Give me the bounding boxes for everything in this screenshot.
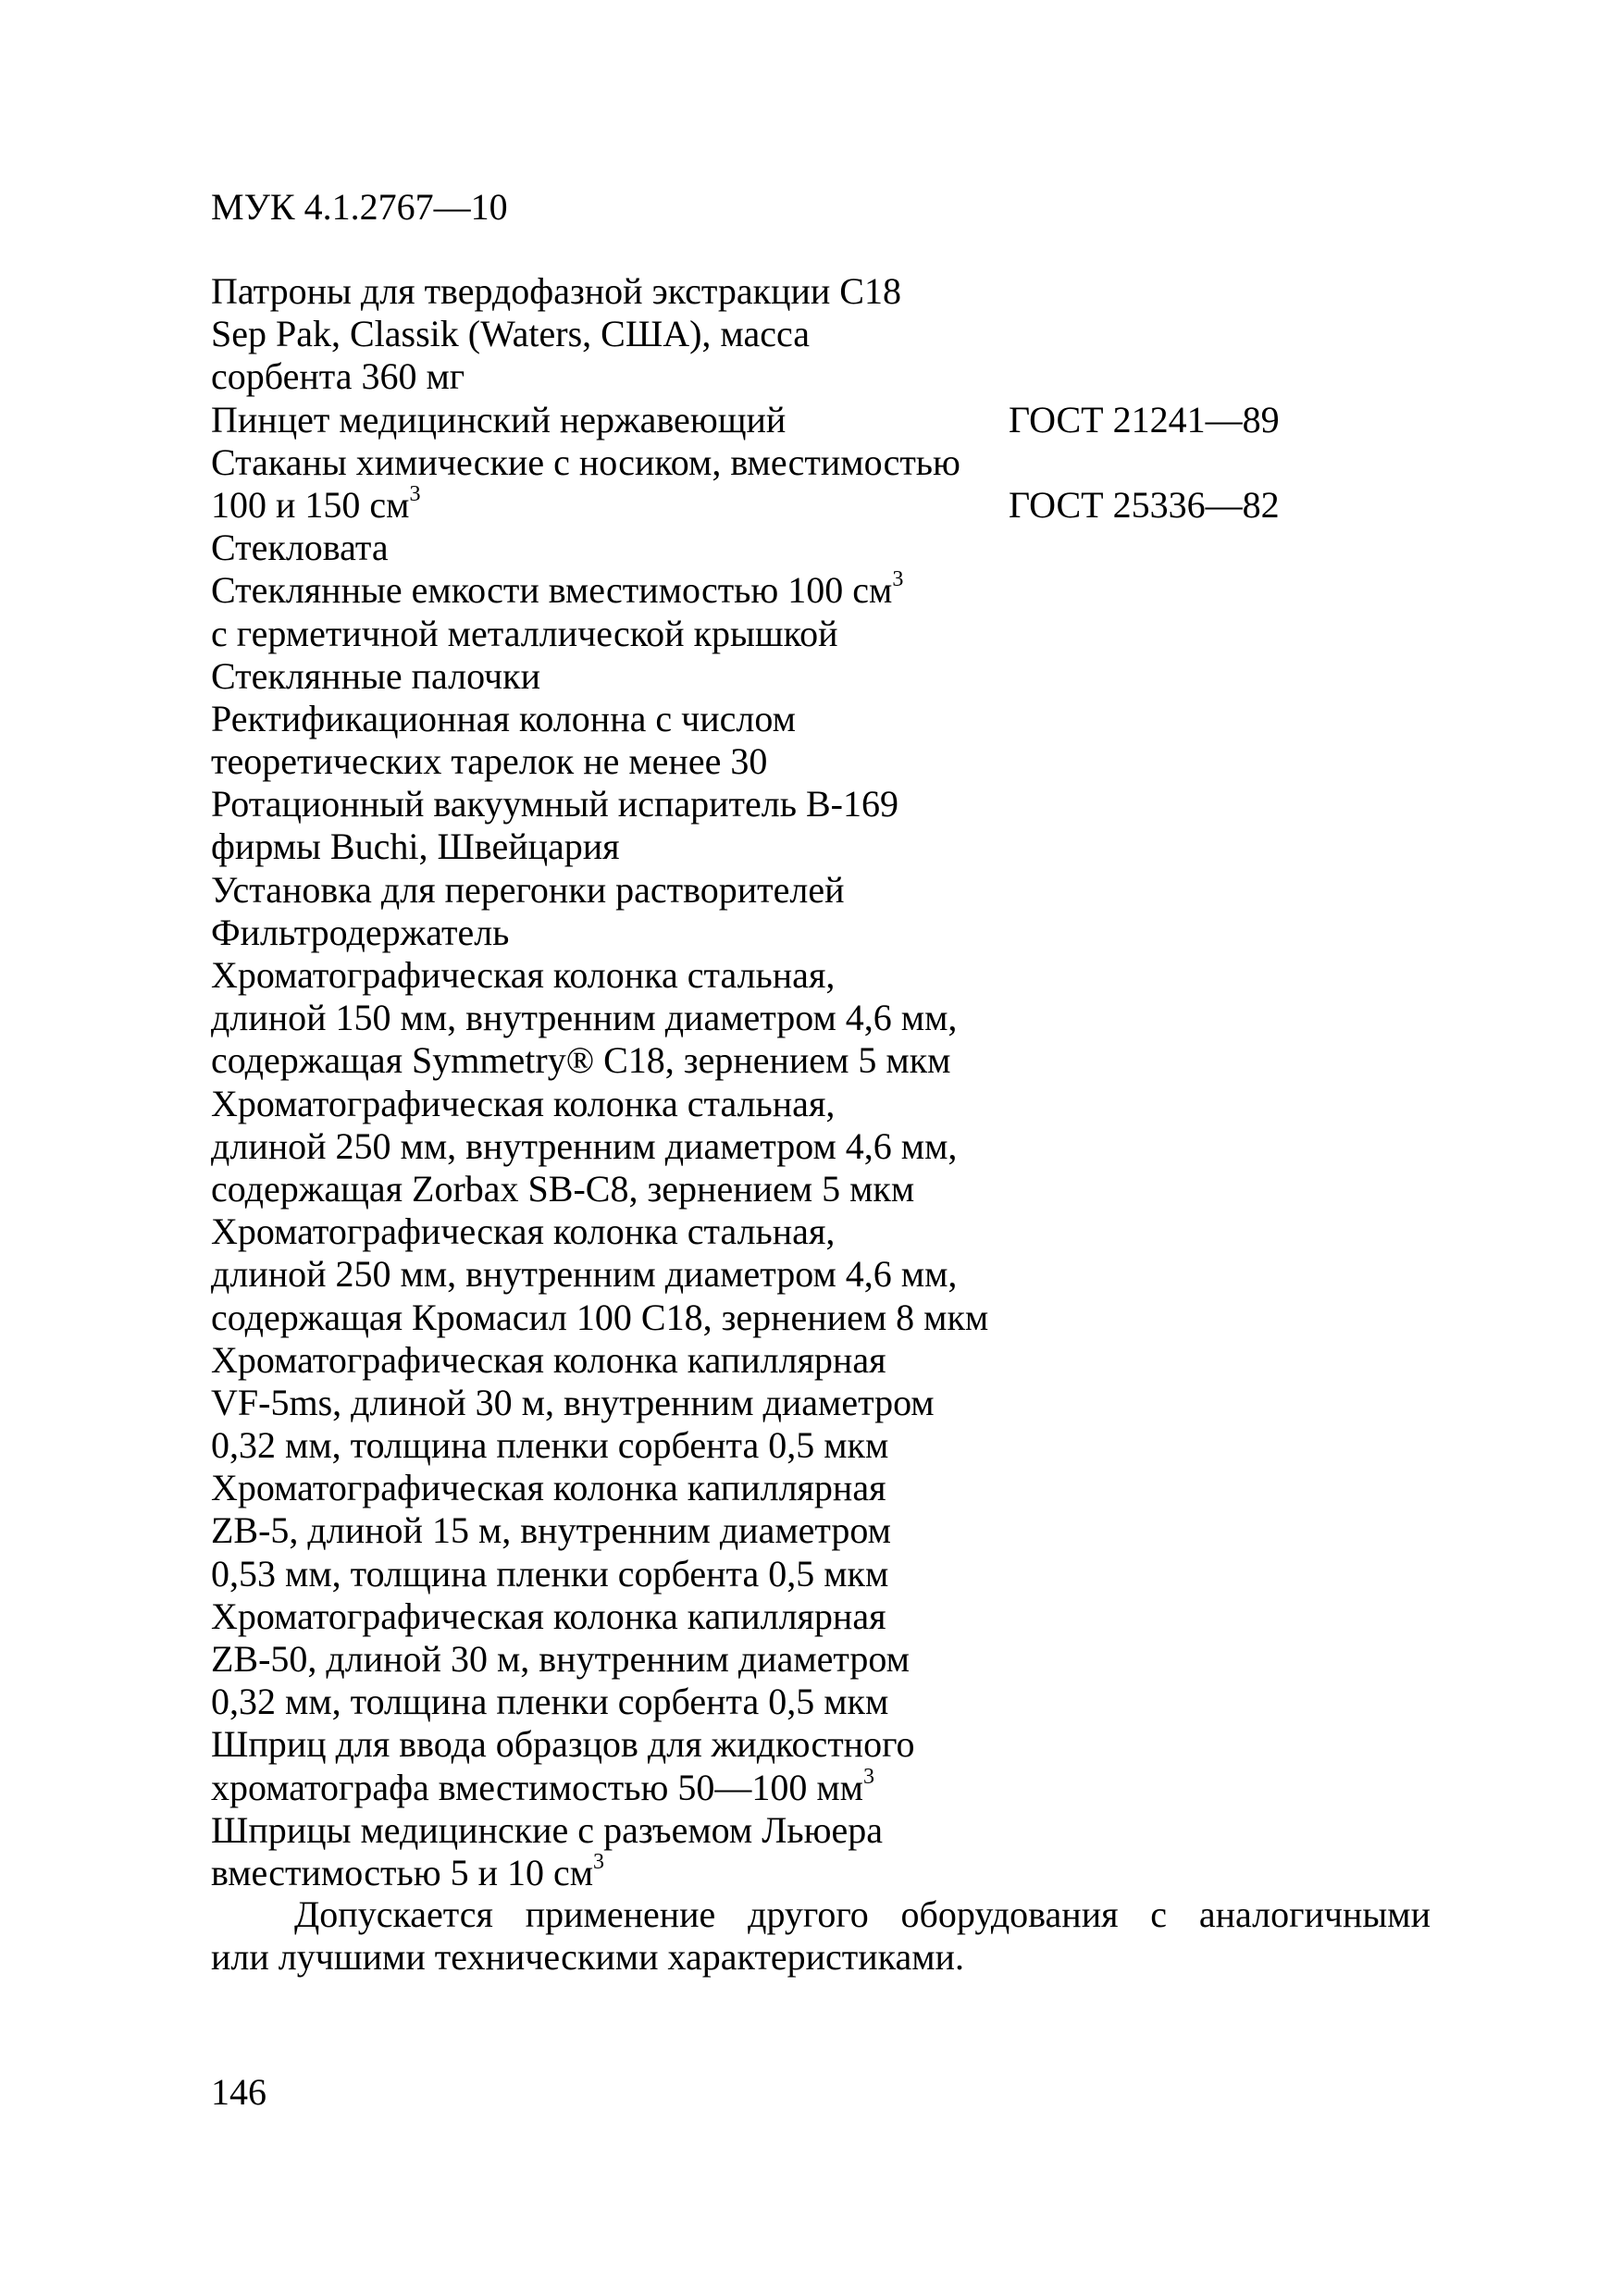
- equipment-line-text: [211, 527, 389, 569]
- equipment-line: [211, 1424, 1432, 1467]
- equipment-line: [211, 1210, 1432, 1253]
- equipment-description: Хроматографическая колонка стальная,: [211, 1082, 836, 1124]
- equipment-line-text: [211, 1039, 950, 1082]
- equipment-description: длиной 250 мм, внутренним диаметром 4,6 мм,: [211, 1124, 958, 1167]
- equipment-description: содержащая Кромасил 100 С18, зернением 8 мкм: [211, 1296, 989, 1338]
- equipment-line: [211, 1681, 1432, 1723]
- equipment-description: 0,32 мм, толщина пленки сорбента 0,5 мкм: [211, 1681, 889, 1723]
- equipment-line-text: [211, 1553, 888, 1595]
- equipment-line-text: [211, 1083, 835, 1125]
- equipment-line: [211, 1467, 1432, 1509]
- equipment-description: длиной 150 мм, внутренним диаметром 4,6 мм,: [211, 997, 958, 1039]
- equipment-description: содержащая Symmetry® С18, зернением 5 мкм: [211, 1039, 951, 1082]
- equipment-line: [211, 613, 1432, 655]
- equipment-description: VF-5ms, длиной 30 м, внутренним диаметром: [211, 1381, 935, 1423]
- equipment-description: Фильтродержатель: [211, 911, 510, 953]
- equipment-line: [211, 1339, 1432, 1382]
- equipment-line-text: [211, 869, 845, 912]
- equipment-line-text: [211, 1681, 888, 1723]
- equipment-description: Стеклянные емкости вместимостью 100 см: [211, 569, 893, 612]
- equipment-line: [211, 1509, 1432, 1552]
- equipment-description: Sep Pak, Classik (Waters, США), масса: [211, 313, 810, 355]
- equipment-line: [211, 740, 1432, 783]
- equipment-line-text: [211, 569, 903, 612]
- equipment-line-text: [211, 912, 509, 954]
- equipment-line-text: [211, 481, 421, 527]
- equipment-line: [211, 481, 1432, 527]
- equipment-description: Хроматографическая колонка капиллярная: [211, 1595, 886, 1637]
- equipment-description: с герметичной металлической крышкой: [211, 612, 838, 654]
- equipment-description: Установка для перегонки растворителей: [211, 868, 845, 911]
- equipment-line: [211, 1125, 1432, 1168]
- equipment-line-text: [211, 954, 835, 997]
- unit-superscript: 3: [892, 567, 904, 592]
- standard-reference: ГОСТ 21241—89: [1009, 398, 1280, 441]
- equipment-line: [211, 1168, 1432, 1210]
- equipment-description: теоретических тарелок не менее 30: [211, 740, 768, 783]
- equipment-line-text: [211, 270, 901, 313]
- equipment-line-text: [211, 1339, 886, 1382]
- equipment-description: ZB-50, длиной 30 м, внутренним диаметром: [211, 1638, 910, 1680]
- equipment-line: [211, 1382, 1432, 1424]
- equipment-description: фирмы Buchi, Швейцария: [211, 825, 620, 868]
- equipment-line-text: [211, 655, 540, 698]
- equipment-line-text: [211, 399, 786, 441]
- equipment-line-text: [211, 1723, 915, 1766]
- equipment-line: [211, 912, 1432, 954]
- equipment-description: Шприцы медицинские с разъемом Льюера: [211, 1808, 883, 1851]
- equipment-line: [211, 1039, 1432, 1082]
- equipment-line: [211, 1809, 1432, 1852]
- equipment-line-text: [211, 1509, 891, 1552]
- equipment-description: сорбента 360 мг: [211, 355, 465, 398]
- note-paragraph-line-1: Допускается применение другого оборудования с аналогичными: [294, 1893, 1431, 1935]
- equipment-line: [211, 313, 1432, 355]
- equipment-description: длиной 250 мм, внутренним диаметром 4,6 мм,: [211, 1253, 958, 1296]
- equipment-line: [211, 1764, 1432, 1809]
- page-number: 146: [211, 2071, 266, 2113]
- equipment-line: [211, 527, 1432, 569]
- unit-superscript: 3: [593, 1849, 605, 1874]
- equipment-line-text: [211, 1809, 883, 1852]
- equipment-line-text: [211, 1210, 835, 1253]
- equipment-line: [211, 1253, 1432, 1296]
- standard-reference: ГОСТ 25336—82: [1009, 483, 1280, 526]
- equipment-line-text: [211, 1638, 910, 1681]
- equipment-line-text: [211, 313, 810, 355]
- equipment-description: содержащая Zorbax SB-C8, зернением 5 мкм: [211, 1167, 915, 1210]
- equipment-line: [211, 698, 1432, 740]
- running-header: МУК 4.1.2767—10: [211, 186, 508, 228]
- equipment-line: [211, 1723, 1432, 1766]
- equipment-description: Хроматографическая колонка стальная,: [211, 1210, 836, 1253]
- equipment-description: Ректификационная колонна с числом: [211, 697, 796, 739]
- unit-superscript: 3: [862, 1764, 874, 1789]
- equipment-line: [211, 954, 1432, 997]
- equipment-line-text: [211, 1595, 886, 1638]
- equipment-description: ZB-5, длиной 15 м, внутренним диаметром: [211, 1509, 891, 1552]
- equipment-line: [211, 825, 1432, 868]
- equipment-description: 100 и 150 см: [211, 483, 410, 526]
- equipment-line-text: [211, 1168, 914, 1210]
- equipment-line-text: [211, 783, 898, 825]
- note-paragraph-line-2: или лучшими техническими характеристиками.: [211, 1936, 964, 1978]
- equipment-line-text: [211, 355, 465, 398]
- equipment-line-text: [211, 441, 960, 484]
- equipment-line: [211, 270, 1432, 313]
- equipment-description: хроматографа вместимостью 50—100 мм: [211, 1766, 863, 1808]
- equipment-line: [211, 997, 1432, 1039]
- equipment-line-text: [211, 698, 796, 740]
- equipment-line: [211, 569, 1432, 612]
- equipment-line: [211, 399, 1432, 441]
- equipment-description: Ротационный вакуумный испаритель В-169: [211, 783, 898, 825]
- unit-superscript: 3: [409, 481, 421, 506]
- equipment-line: [211, 1297, 1432, 1339]
- equipment-line-text: [211, 1253, 957, 1296]
- equipment-line: [211, 783, 1432, 825]
- equipment-description: Стеклянные палочки: [211, 654, 541, 697]
- equipment-description: Шприц для ввода образцов для жидкостного: [211, 1723, 915, 1766]
- equipment-line-text: [211, 1764, 874, 1809]
- equipment-description: Хроматографическая колонка капиллярная: [211, 1467, 886, 1509]
- equipment-description: Стаканы химические с носиком, вместимостью: [211, 441, 960, 483]
- equipment-line: [211, 441, 1432, 484]
- equipment-line-text: [211, 613, 837, 655]
- equipment-line: [211, 355, 1432, 398]
- equipment-list: [211, 270, 1432, 1894]
- equipment-line: [211, 655, 1432, 698]
- equipment-line-text: [211, 1424, 888, 1467]
- equipment-description: Стекловата: [211, 527, 389, 569]
- equipment-line-text: [211, 1125, 957, 1168]
- equipment-description: Пинцет медицинский нержавеющий: [211, 398, 787, 441]
- equipment-description: 0,32 мм, толщина пленки сорбента 0,5 мкм: [211, 1424, 889, 1467]
- equipment-line: [211, 1595, 1432, 1638]
- equipment-line-text: [211, 825, 620, 868]
- equipment-description: Хроматографическая колонка стальная,: [211, 954, 836, 996]
- equipment-line-text: [211, 740, 767, 783]
- equipment-line: [211, 1083, 1432, 1125]
- equipment-line-text: [211, 1849, 605, 1894]
- equipment-description: Хроматографическая колонка капиллярная: [211, 1338, 886, 1381]
- equipment-line: [211, 869, 1432, 912]
- equipment-line: [211, 1553, 1432, 1595]
- equipment-description: Патроны для твердофазной экстракции С18: [211, 270, 901, 312]
- equipment-line: [211, 1638, 1432, 1681]
- equipment-line-text: [211, 1382, 935, 1424]
- equipment-description: вместимостью 5 и 10 см: [211, 1851, 594, 1893]
- equipment-line-text: [211, 997, 957, 1039]
- equipment-line-text: [211, 1297, 988, 1339]
- equipment-description: 0,53 мм, толщина пленки сорбента 0,5 мкм: [211, 1552, 889, 1595]
- equipment-line: [211, 1849, 1432, 1894]
- equipment-line-text: [211, 1467, 886, 1509]
